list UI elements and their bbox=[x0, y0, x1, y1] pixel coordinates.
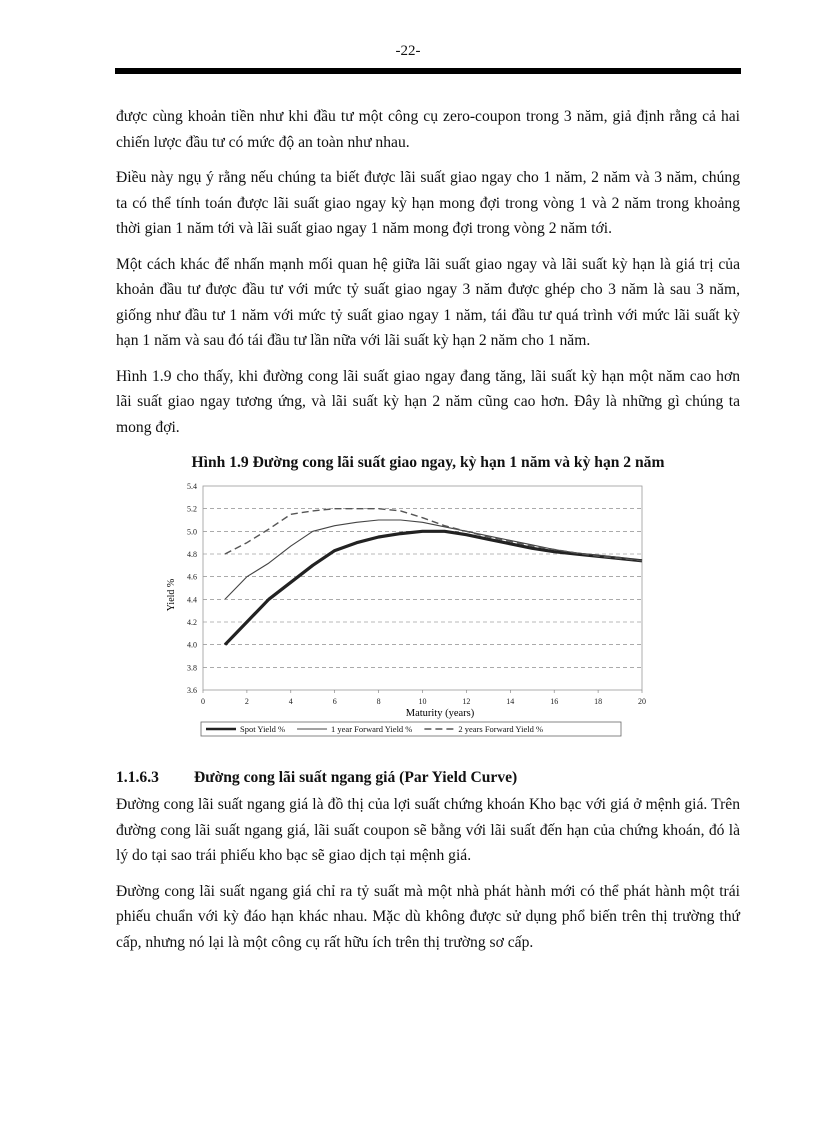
y-tick-label: 4.8 bbox=[187, 549, 197, 559]
legend-label-1: Spot Yield % bbox=[240, 723, 286, 734]
x-tick-label: 16 bbox=[550, 696, 559, 706]
header-rule bbox=[115, 68, 741, 74]
y-tick-label: 5.4 bbox=[187, 481, 197, 491]
x-tick-label: 14 bbox=[506, 696, 515, 706]
y-tick-label: 4.0 bbox=[187, 640, 197, 650]
section-heading bbox=[116, 765, 740, 791]
x-tick-label: 10 bbox=[418, 696, 427, 706]
figure-caption: Hình 1.9 Đường cong lãi suất giao ngay, kỳ hạn 1 năm và kỳ hạn 2 năm bbox=[191, 454, 665, 471]
x-tick-label: 4 bbox=[288, 696, 293, 706]
page-number: -22- bbox=[395, 43, 421, 59]
yield-curve-chart bbox=[166, 480, 666, 752]
document-body bbox=[116, 104, 740, 965]
chart-legend bbox=[201, 722, 621, 736]
y-tick-label: 4.2 bbox=[187, 617, 197, 627]
y-tick-label: 3.8 bbox=[187, 662, 197, 672]
x-tick-label: 0 bbox=[201, 696, 205, 706]
paragraph-1: được cùng khoản tiền như khi đầu tư một công cụ zero-coupon trong 3 năm, giả định rằng cả hai chiến lược đầu tư có mức độ an toàn như nhau. bbox=[116, 108, 740, 151]
x-tick-label: 8 bbox=[376, 696, 381, 706]
section-paragraph-1: Đường cong lãi suất ngang giá là đồ thị của lợi suất chứng khoán Kho bạc với giá ở mệnh giá. Trên đường cong lãi suất ngang giá, lãi suất coupon sẽ bằng với lãi suất đến hạn của chứng khoán, đó là lý do tại sao trái phiếu kho bạc sẽ giao dịch tại mệnh giá. bbox=[116, 796, 740, 864]
legend-label-2: 1 year Forward Yield % bbox=[331, 723, 413, 734]
section-number: 1.1.6.3 bbox=[116, 768, 159, 786]
y-tick-label: 4.4 bbox=[187, 594, 197, 604]
y-tick-label: 4.6 bbox=[187, 572, 197, 582]
y-tick-label: 5.2 bbox=[187, 504, 197, 514]
paragraph-3: Một cách khác để nhấn mạnh mối quan hệ giữa lãi suất giao ngay và lãi suất kỳ hạn là giá trị của khoản đầu tư được đầu tư với mức tỷ suất giao ngay 3 năm được ghép cho 3 năm là sau 3 năm, giống như đầu tư 1 năm với mức tỷ suất giao ngay 1 năm, tái đầu tư quá trình với mức lãi suất kỳ hạn 1 năm và sau đó tái đầu tư lần nữa với lãi suất kỳ hạn 2 năm cho 1 năm. bbox=[116, 255, 740, 349]
legend-label-3: 2 years Forward Yield % bbox=[458, 723, 544, 734]
x-tick-label: 18 bbox=[594, 696, 603, 706]
section-title: Đường cong lãi suất ngang giá (Par Yield Curve) bbox=[194, 768, 518, 786]
section-paragraph-2: Đường cong lãi suất ngang giá chỉ ra tỷ suất mà một nhà phát hành mới có thể phát hành một trái phiếu chuẩn với kỳ đáo hạn khác nhau. Mặc dù không được sử dụng phổ biến trên thị trường thứ cấp, nhưng nó lại là một công cụ rất hữu ích trên thị trường sơ cấp. bbox=[116, 882, 740, 951]
x-tick-label: 2 bbox=[244, 696, 249, 706]
plot-area-border bbox=[203, 486, 642, 690]
x-tick-label: 6 bbox=[332, 696, 337, 706]
x-axis-label: Maturity (years) bbox=[405, 707, 475, 719]
x-tick-label: 20 bbox=[638, 696, 646, 706]
paragraph-4: Hình 1.9 cho thấy, khi đường cong lãi suất giao ngay đang tăng, lãi suất kỳ hạn một năm cao hơn lãi suất giao ngay tương ứng, và lãi suất kỳ hạn 2 năm cũng cao hơn. Đây là những gì chúng ta mong đợi. bbox=[116, 367, 740, 436]
y-tick-label: 5.0 bbox=[187, 526, 197, 536]
paragraph-2: Điều này ngụ ý rằng nếu chúng ta biết được lãi suất giao ngay cho 1 năm, 2 năm và 3 năm, chúng ta có thể tính toán được lãi suất giao ngay kỳ hạn mong đợi trong vòng 1 và 2 năm trong khoảng thời gian 1 năm tới và lãi suất giao ngay 1 năm mong đợi trong vòng 2 năm tới. bbox=[116, 169, 740, 237]
y-axis-label: Yield % bbox=[166, 578, 177, 611]
x-tick-label: 12 bbox=[462, 696, 471, 706]
figure-1-9 bbox=[116, 480, 740, 755]
y-tick-label: 3.6 bbox=[187, 685, 197, 695]
